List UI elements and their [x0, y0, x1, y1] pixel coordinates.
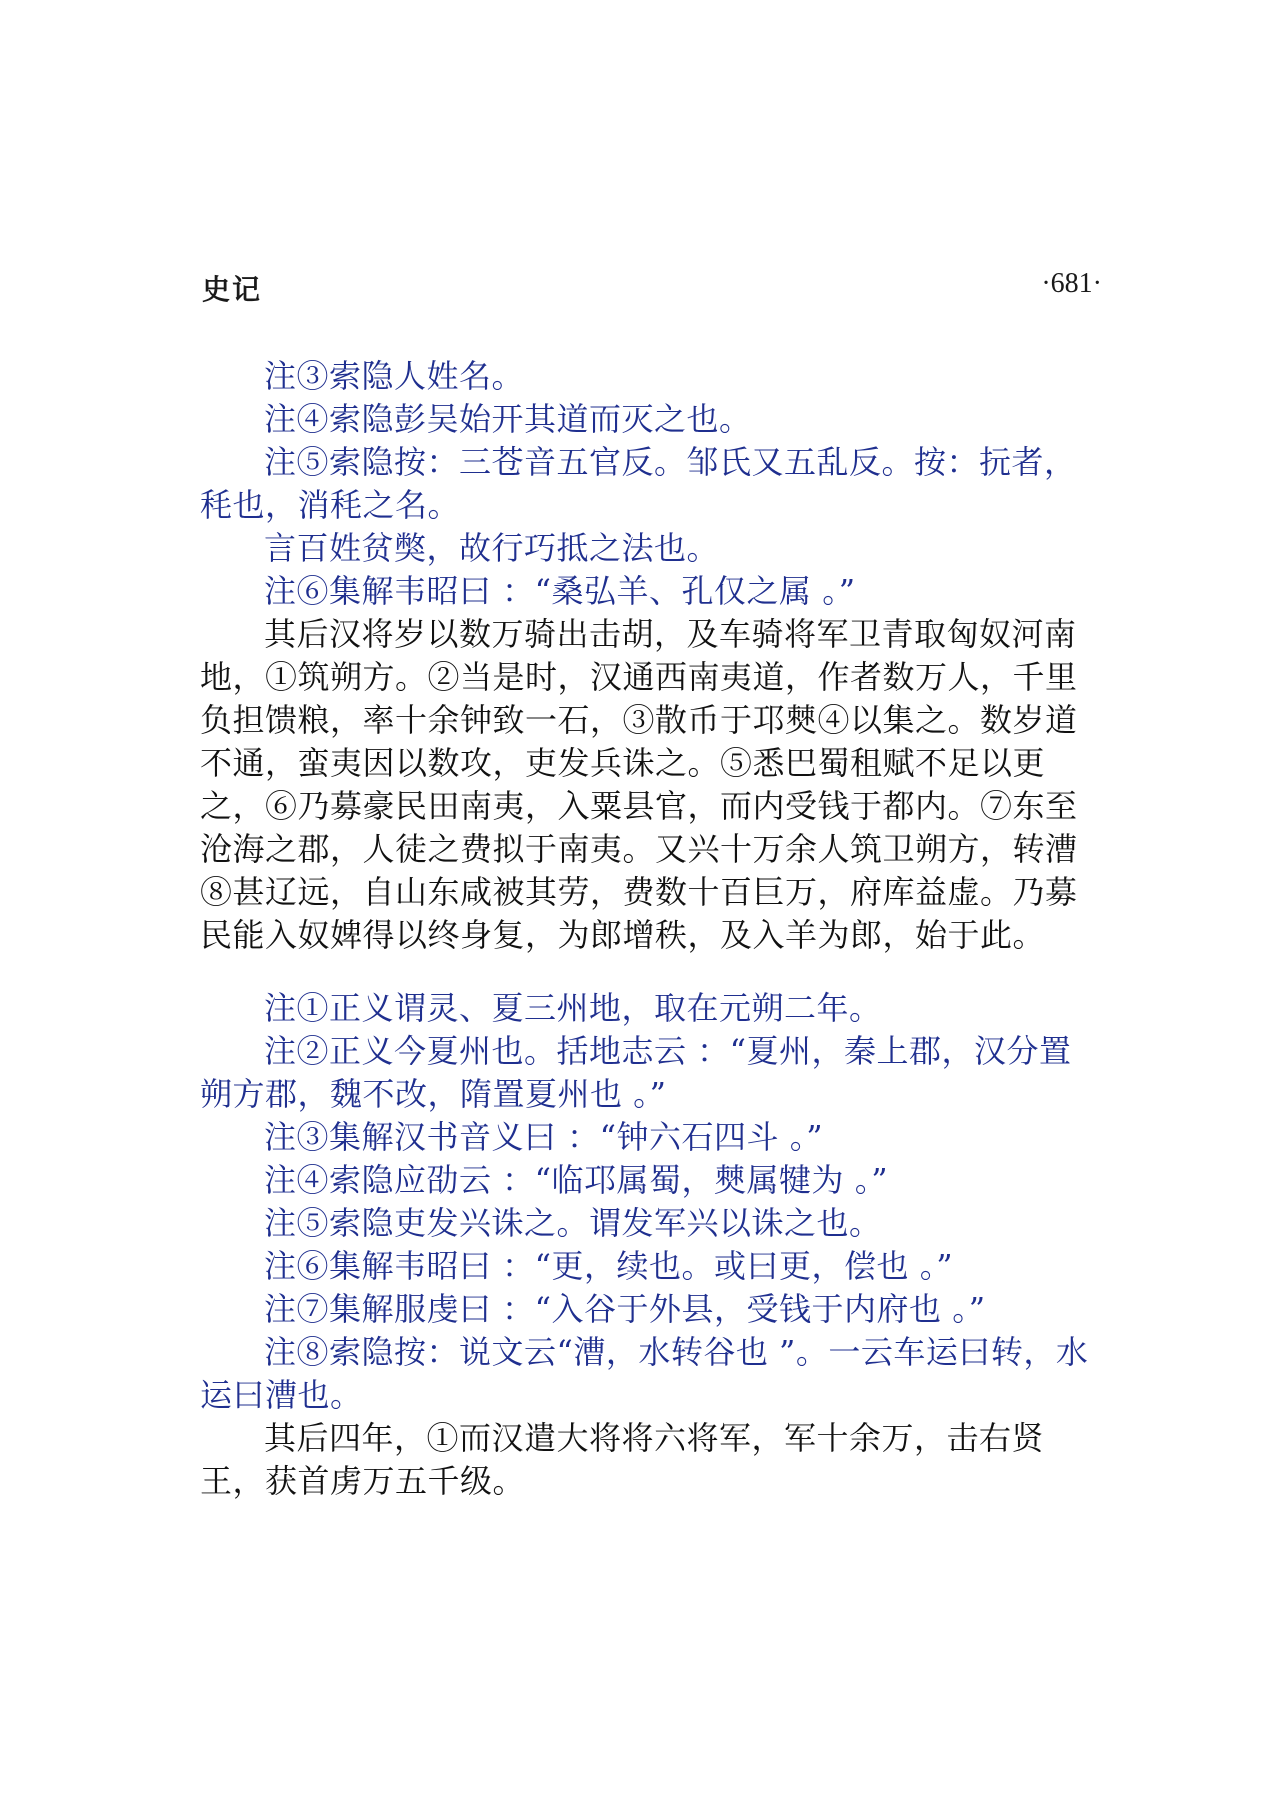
page-number: ·681· — [1041, 268, 1102, 299]
annotation-paragraph: 注④索隐应劭云 ：“临邛属蜀，僰属犍为 。” — [264, 1161, 889, 1199]
paragraph-gap — [200, 957, 1100, 987]
annotation-paragraph: 言百姓贫獘，故行巧抵之法也。 — [264, 529, 720, 567]
annotation-paragraph: 注④索隐彭吴始开其道而灭之也。 — [264, 400, 752, 438]
main-text-paragraph: 其后汉将岁以数万骑出击胡，及车骑将军卫青取匈奴河南地，①筑朔方。②当是时，汉通西南夷道，作者数万人，千里负担馈粮，率十余钟致一石，③散币于邛僰④以集之。数岁道不通，蛮夷因以数攻，吏发兵诛之。⑤悉巴蜀租赋不足以更之，⑥乃募豪民田南夷，入粟县官，而内受钱于都内。⑦东至沧海之郡，人徒之费拟于南夷。又兴十万余人筑卫朔方，转漕⑧甚辽远，自山东咸被其劳，费数十百巨万，府库益虚。乃募民能入奴婢得以终身复，为郎增秩，及入羊为郎，始于此。 — [200, 615, 1078, 954]
annotation-paragraph: 注③索隐人姓名。 — [264, 357, 525, 395]
annotation-paragraph: 注⑥集解韦昭曰 ：“更，续也。或曰更，偿也 。” — [264, 1247, 954, 1285]
annotation-paragraph: 注⑦集解服虔曰 ：“入谷于外县，受钱于内府也 。” — [264, 1290, 986, 1328]
page-header — [202, 268, 1102, 308]
annotation-paragraph: 注⑥集解韦昭曰 ：“桑弘羊、孔仅之属 。” — [264, 572, 856, 610]
annotation-paragraph: 注⑤索隐吏发兴诛之。谓发军兴以诛之也。 — [264, 1204, 882, 1242]
annotation-paragraph: 注②正义今夏州也。括地志云 ：“夏州，秦上郡，汉分置朔方郡，魏不改，隋置夏州也 。” — [200, 1032, 1072, 1113]
page-body — [200, 355, 1100, 1503]
annotation-paragraph: 注①正义谓灵、夏三州地，取在元朔二年。 — [264, 989, 882, 1027]
book-title: 史记 — [202, 273, 263, 306]
main-text-paragraph: 其后四年，①而汉遣大将将六将军，军十余万，击右贤王，获首虏万五千级。 — [200, 1419, 1045, 1500]
annotation-paragraph: 注⑤索隐按：三苍音五官反。邹氏又五乱反。按：抏者，秏也，消秏之名。 — [200, 443, 1077, 524]
annotation-paragraph: 注③集解汉书音义曰 ：“钟六石四斗 。” — [264, 1118, 824, 1156]
annotation-paragraph: 注⑧索隐按：说文云“漕，水转谷也 ”。一云车运曰转，水运曰漕也。 — [200, 1333, 1089, 1414]
